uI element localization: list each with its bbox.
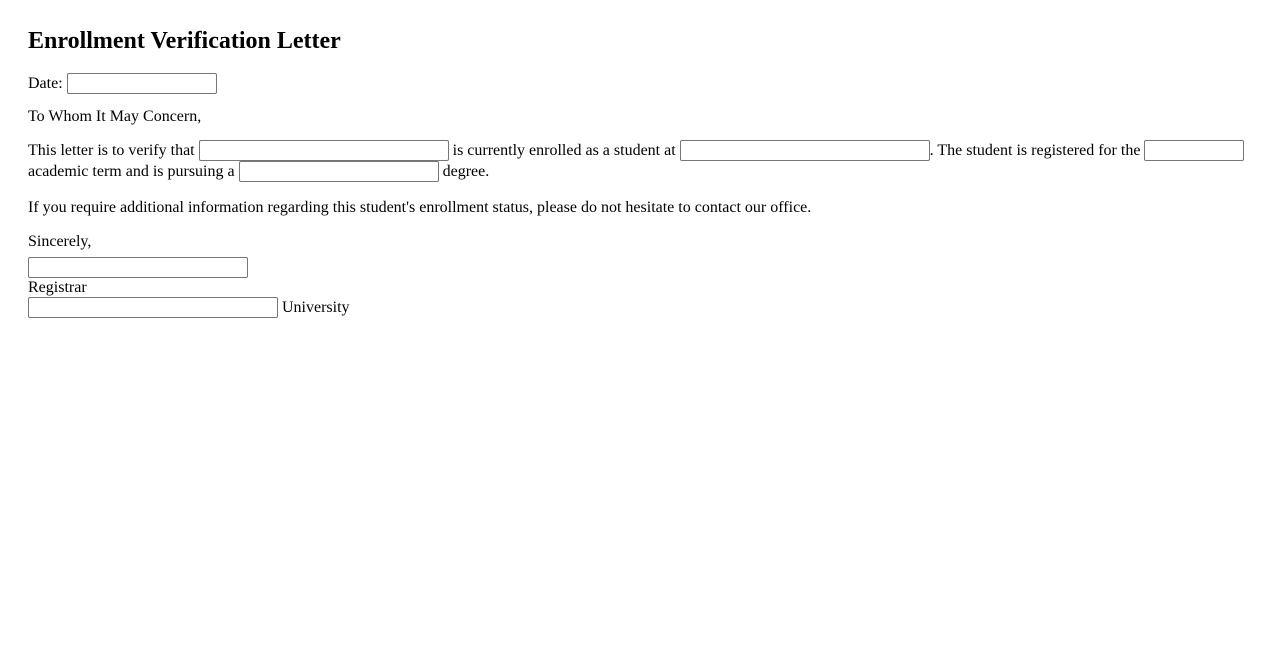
- text-before-name: This letter is to verify that: [28, 142, 195, 159]
- university-name-input[interactable]: [28, 297, 278, 318]
- degree-input[interactable]: [239, 161, 439, 182]
- registrar-title: Registrar: [28, 279, 87, 296]
- university-suffix: University: [282, 299, 350, 316]
- text-after-degree: degree.: [442, 163, 490, 180]
- date-label: Date:: [28, 75, 63, 92]
- verification-paragraph: [28, 140, 1250, 182]
- closing: Sincerely,: [28, 233, 92, 250]
- page-title: Enrollment Verification Letter: [28, 28, 341, 54]
- registrar-name-input[interactable]: [28, 257, 248, 278]
- school-name-input[interactable]: [680, 140, 930, 161]
- info-paragraph: If you require additional information regarding this student's enrollment status, please do not hesitate to contact our office.: [28, 199, 812, 216]
- student-name-input[interactable]: [199, 140, 449, 161]
- salutation: To Whom It May Concern,: [28, 108, 202, 125]
- text-before-term: . The student is registered for the: [929, 142, 1141, 159]
- text-before-school: is currently enrolled as a student at: [452, 142, 676, 159]
- date-line: [28, 73, 1250, 94]
- academic-term-input[interactable]: [1144, 140, 1244, 161]
- letter-page: [0, 0, 1278, 318]
- signature-block: [28, 257, 1250, 318]
- text-before-degree: academic term and is pursuing a: [28, 163, 235, 180]
- date-input[interactable]: [67, 73, 217, 94]
